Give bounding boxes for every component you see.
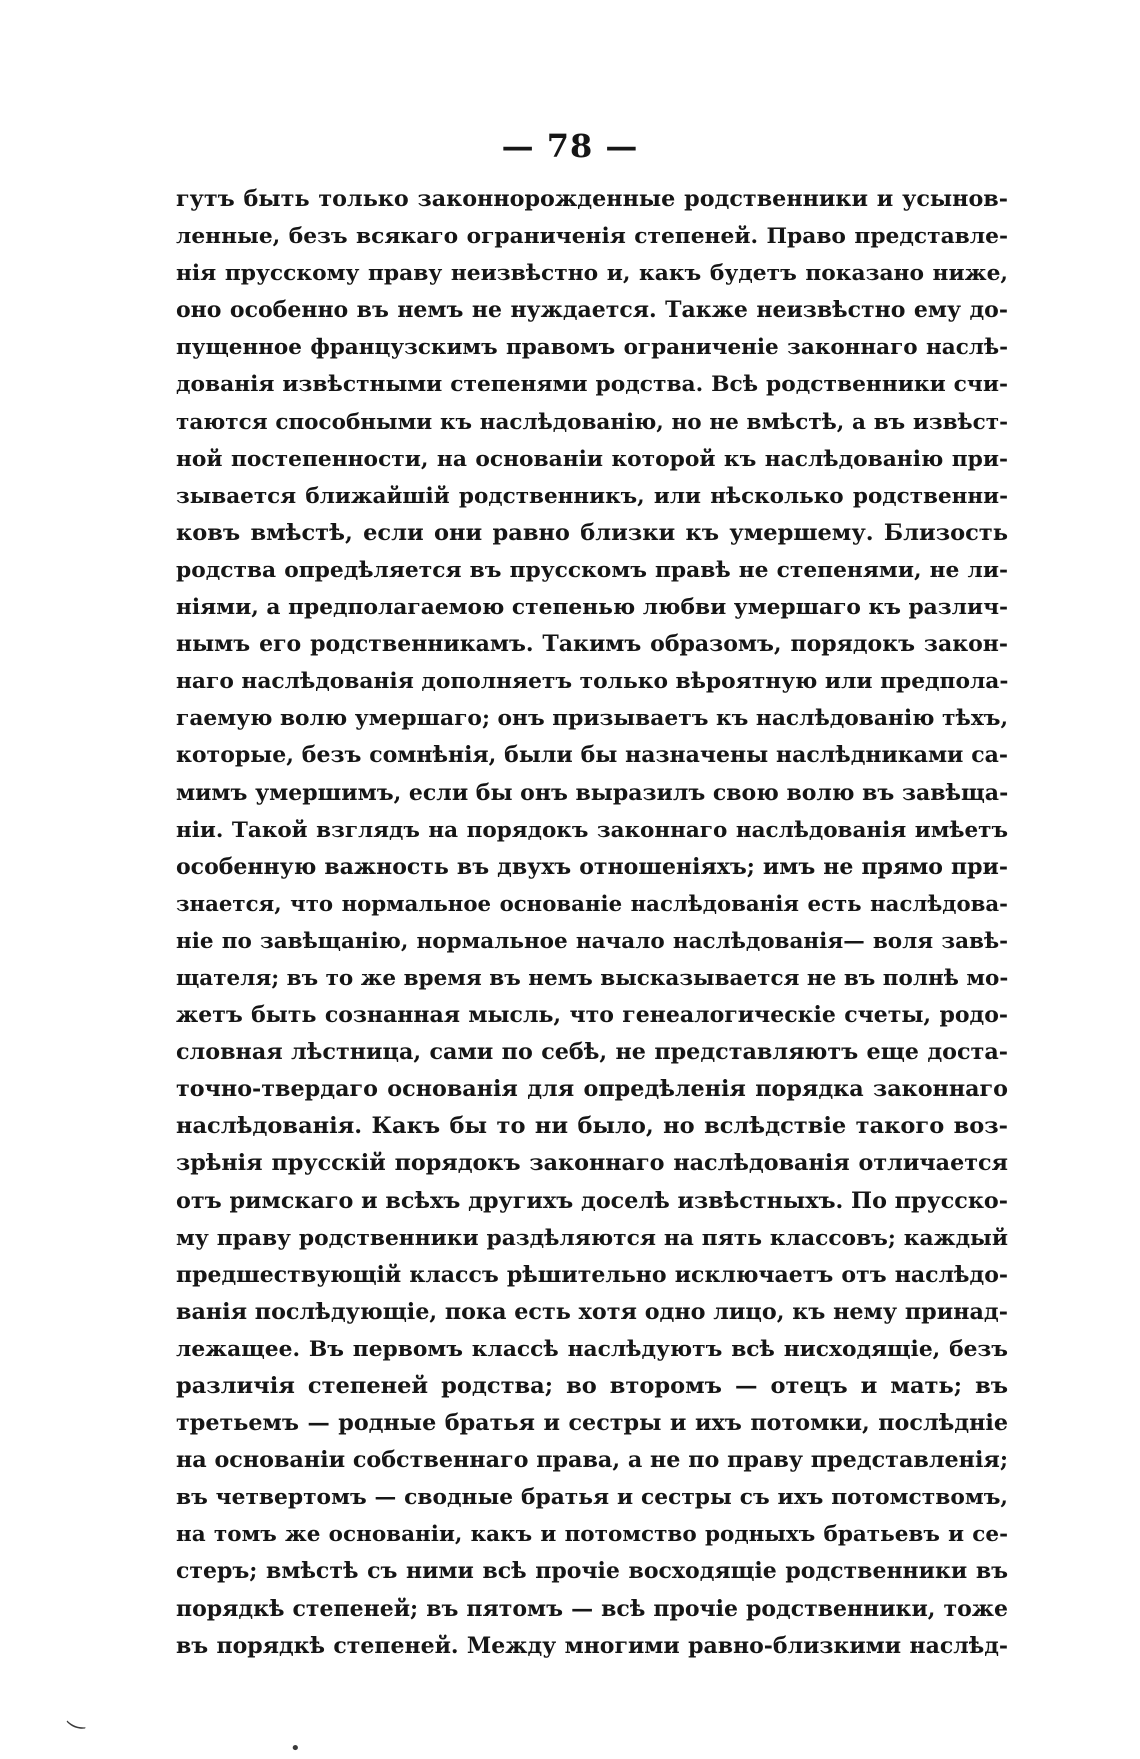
text-line: таются способными къ наслѣдованію, но не вмѣстѣ, а въ извѣст- (176, 409, 1008, 435)
text-line: ніи. Такой взглядъ на порядокъ законнаго наслѣдованія имѣетъ (176, 817, 1008, 843)
text-line: стеръ; вмѣстѣ съ ними всѣ прочіе восходящіе родственники въ (176, 1558, 1008, 1585)
text-line: наго наслѣдованія дополняетъ только вѣроятную или предпола- (176, 669, 1008, 695)
text-line: точно-твердаго основанія для опредѣленія порядка законнаго (176, 1076, 1008, 1103)
text-line: ніе по завѣщанію, нормальное начало наслѣдованія— воля завѣ- (176, 928, 1008, 954)
text-line: пущенное французскимъ правомъ ограниченіе законнаго наслѣ- (176, 335, 1008, 361)
scan-speck: • (290, 1738, 301, 1759)
text-line: предшествующій классъ рѣшительно исключаетъ отъ наслѣдо- (176, 1261, 1008, 1288)
text-line: въ порядкѣ степеней. Между многими равно-близкими наслѣд- (176, 1632, 1008, 1659)
text-line: родства опредѣляется въ прусскомъ правѣ не степенями, не ли- (176, 557, 1008, 583)
scan-speck: ‿ (66, 1701, 92, 1732)
text-line: которые, безъ сомнѣнія, были бы назначены наслѣдниками са- (176, 742, 1008, 769)
text-line: оно особенно въ немъ не нуждается. Также неизвѣстно ему до- (176, 297, 1008, 324)
text-line: жетъ быть сознанная мысль, что генеалогическіе счеты, родо- (176, 1002, 1008, 1029)
text-line: ковъ вмѣстѣ, если они равно близки къ умершему. Близость (176, 519, 1008, 546)
text-line: зывается ближайшій родственникъ, или нѣсколько родственни- (176, 483, 1008, 509)
text-line: на томъ же основаніи, какъ и потомство родныхъ братьевъ и се- (176, 1522, 1008, 1548)
text-line: третьемъ — родные братья и сестры и ихъ потомки, послѣдніе (176, 1410, 1008, 1437)
text-line: особенную важность въ двухъ отношеніяхъ; имъ не прямо при- (176, 853, 1008, 880)
text-line: знается, что нормальное основаніе наслѣдованія есть наслѣдова- (176, 891, 1008, 917)
text-line: ніями, а предполагаемою степенью любви умершаго къ различ- (176, 595, 1008, 621)
text-line: въ четвертомъ — сводные братья и сестры съ ихъ потомствомъ, (176, 1485, 1008, 1511)
text-line: дованія извѣстными степенями родства. Всѣ родственники счи- (176, 372, 1008, 398)
text-line: на основаніи собственнаго права, а не по праву представленія; (176, 1447, 1008, 1474)
text-line: нія прусскому праву неизвѣстно и, какъ будетъ показано ниже, (176, 261, 1008, 287)
text-line: мимъ умершимъ, если бы онъ выразилъ свою волю въ завѣща- (176, 779, 1008, 806)
text-line: словная лѣстница, сами по себѣ, не представляютъ еще доста- (176, 1039, 1008, 1066)
page-number: — 78 — (501, 127, 639, 165)
text-line: лежащее. Въ первомъ классѣ наслѣдуютъ всѣ нисходящіе, безъ (176, 1336, 1008, 1362)
text-line: щателя; въ то же время въ немъ высказывается не въ полнѣ мо- (176, 965, 1008, 991)
text-line: ленные, безъ всякаго ограниченія степеней. Право представле- (176, 224, 1008, 250)
text-line: ванія послѣдующіе, пока есть хотя одно лицо, къ нему принад- (176, 1298, 1008, 1325)
text-line: ной постепенности, на основаніи которой къ наслѣдованію при- (176, 446, 1008, 472)
text-line: гутъ быть только законнорожденные родственники и усынов- (176, 186, 1008, 212)
text-line: различія степеней родства; во второмъ — отецъ и мать; въ (176, 1373, 1008, 1399)
text-line: порядкѣ степеней; въ пятомъ — всѣ прочіе родственники, тоже (176, 1595, 1008, 1622)
text-line: зрѣнія прусскій порядокъ законнаго наслѣдованія отличается (176, 1150, 1008, 1177)
text-line: отъ римскаго и всѣхъ другихъ доселѣ извѣстныхъ. По прусско- (176, 1187, 1008, 1214)
text-line: наслѣдованія. Какъ бы то ни было, но вслѣдствіе такого воз- (176, 1113, 1008, 1140)
text-line: му праву родственники раздѣляются на пять классовъ; каждый (176, 1225, 1008, 1251)
body-text (176, 181, 1008, 1665)
text-line: нымъ его родственникамъ. Такимъ образомъ, порядокъ закон- (176, 631, 1008, 658)
text-line: гаемую волю умершаго; онъ призываетъ къ наслѣдованію тѣхъ, (176, 706, 1008, 732)
